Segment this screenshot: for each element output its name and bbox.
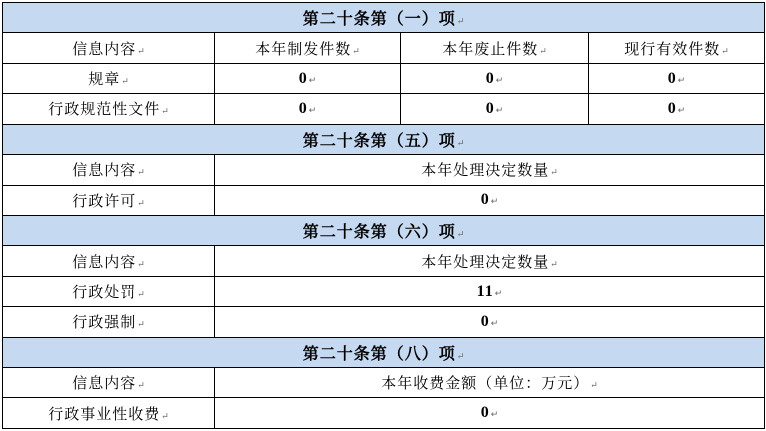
- table-row: [3, 94, 765, 124]
- section-title: 第二十条第（六）项↵: [3, 215, 765, 245]
- cell-value: 11↵: [215, 276, 765, 306]
- row-label: 行政许可↵: [3, 185, 215, 215]
- column-header: 本年收费金额（单位：万元）↵: [215, 368, 765, 398]
- column-header: 信息内容↵: [3, 246, 215, 276]
- cell-value: 0↵: [215, 94, 401, 124]
- cell-value: 0↵: [215, 307, 765, 337]
- column-header: 现行有效件数↵: [589, 33, 765, 63]
- table-row: [3, 398, 765, 429]
- cell-value: 0↵: [589, 63, 765, 93]
- section-header-row: [3, 215, 765, 245]
- column-header-row: [3, 246, 765, 276]
- column-header-row: [3, 33, 765, 63]
- section-title: 第二十条第（八）项↵: [3, 337, 765, 367]
- cell-value: 0↵: [401, 94, 589, 124]
- table-row: [3, 276, 765, 306]
- row-label: 行政事业性收费↵: [3, 398, 215, 429]
- cell-value: 0↵: [215, 63, 401, 93]
- table-row: [3, 307, 765, 337]
- section-header-row: [3, 337, 765, 367]
- column-header: 信息内容↵: [3, 155, 215, 185]
- column-header: 本年处理决定数量↵: [215, 246, 765, 276]
- column-header: 信息内容↵: [3, 368, 215, 398]
- section-title: 第二十条第（五）项↵: [3, 124, 765, 154]
- section-header-row: [3, 3, 765, 33]
- section-title: 第二十条第（一）项↵: [3, 3, 765, 33]
- row-label: 行政处罚↵: [3, 276, 215, 306]
- column-header-row: [3, 368, 765, 398]
- column-header: 信息内容↵: [3, 33, 215, 63]
- column-header: 本年废止件数↵: [401, 33, 589, 63]
- column-header: 本年制发件数↵: [215, 33, 401, 63]
- row-label: 行政规范性文件↵: [3, 94, 215, 124]
- column-header-row: [3, 155, 765, 185]
- disclosure-table: [2, 2, 765, 429]
- column-header: 本年处理决定数量↵: [215, 155, 765, 185]
- table-row: [3, 185, 765, 215]
- cell-value: 0↵: [401, 63, 589, 93]
- row-label: 规章↵: [3, 63, 215, 93]
- cell-value: 0↵: [215, 398, 765, 429]
- section-header-row: [3, 124, 765, 154]
- table-row: [3, 63, 765, 93]
- cell-value: 0↵: [589, 94, 765, 124]
- cell-value: 0↵: [215, 185, 765, 215]
- row-label: 行政强制↵: [3, 307, 215, 337]
